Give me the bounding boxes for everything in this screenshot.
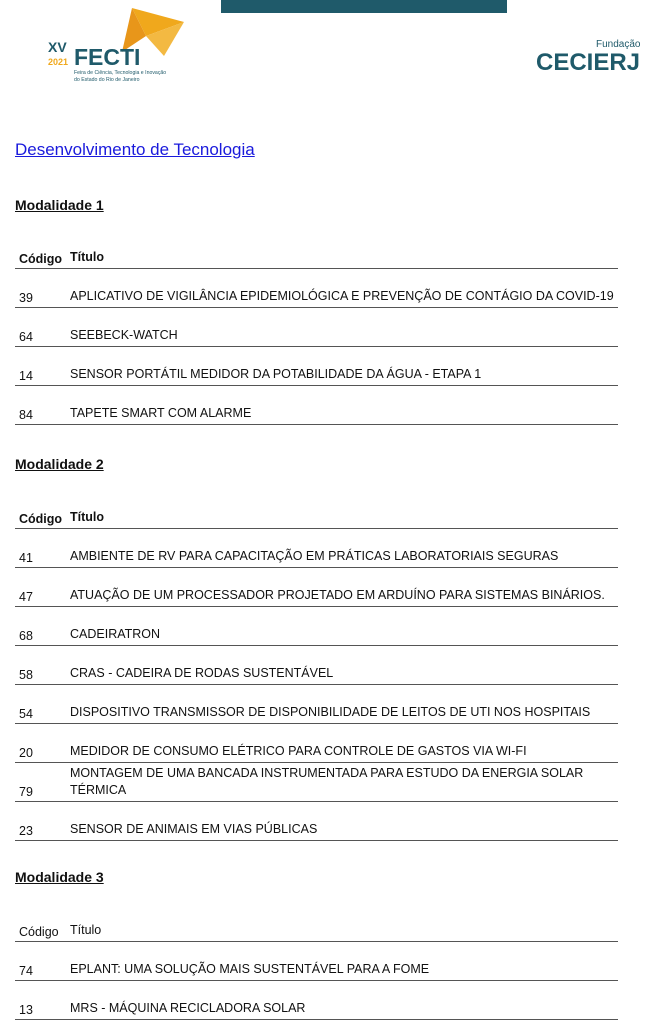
row-code: 74 — [19, 964, 33, 978]
modality-2-table — [15, 492, 618, 841]
modality-1-table — [15, 232, 618, 425]
modality-2-title: Modalidade 2 — [15, 456, 104, 472]
row-code: 39 — [19, 291, 33, 305]
table-row — [15, 724, 618, 763]
row-code: 58 — [19, 668, 33, 682]
modality-1-title: Modalidade 1 — [15, 197, 104, 213]
header-code: Código — [19, 252, 63, 266]
row-code: 41 — [19, 551, 33, 565]
row-code: 64 — [19, 330, 33, 344]
row-title: CADEIRATRON — [70, 627, 161, 641]
row-code: 20 — [19, 746, 33, 760]
header-title: Título — [70, 510, 105, 524]
table-header — [15, 905, 618, 942]
row-title: APLICATIVO DE VIGILÂNCIA EPIDEMIOLÓGICA E PREVENÇÃO DE CONTÁGIO DA COVID-19 — [70, 289, 614, 303]
table-row — [15, 386, 618, 425]
table-header — [15, 492, 618, 529]
header-title: Título — [70, 923, 102, 937]
fecti-edition: XV — [48, 39, 67, 55]
table-row — [15, 568, 618, 607]
row-code: 13 — [19, 1003, 33, 1017]
row-code: 68 — [19, 629, 33, 643]
header-code: Código — [19, 512, 63, 526]
cecierj-small: Fundação — [596, 39, 641, 50]
row-title: SENSOR DE ANIMAIS EM VIAS PÚBLICAS — [70, 822, 318, 836]
row-code: 79 — [19, 785, 33, 799]
row-title: MONTAGEM DE UMA BANCADA INSTRUMENTADA PARA ESTUDO DA ENERGIA SOLAR TÉRMICA — [70, 766, 584, 797]
section-title[interactable]: Desenvolvimento de Tecnologia — [15, 140, 255, 159]
row-code: 54 — [19, 707, 33, 721]
row-title: MRS - MÁQUINA RECICLADORA SOLAR — [70, 1001, 306, 1015]
fecti-name: FECTI — [74, 44, 141, 70]
header-code: Código — [19, 925, 59, 939]
table-row — [15, 529, 618, 568]
row-code: 14 — [19, 369, 33, 383]
table-row — [15, 685, 618, 724]
row-title: EPLANT: UMA SOLUÇÃO MAIS SUSTENTÁVEL PARA A FOME — [70, 962, 430, 976]
table-row — [15, 347, 618, 386]
header-title: Título — [70, 250, 105, 264]
row-title: DISPOSITIVO TRANSMISSOR DE DISPONIBILIDADE DE LEITOS DE UTI NOS HOSPITAIS — [70, 705, 591, 719]
table-row — [15, 269, 618, 308]
row-code: 47 — [19, 590, 33, 604]
row-title: AMBIENTE DE RV PARA CAPACITAÇÃO EM PRÁTICAS LABORATORIAIS SEGURAS — [70, 549, 559, 563]
fecti-year: 2021 — [48, 57, 69, 67]
row-title: TAPETE SMART COM ALARME — [70, 406, 252, 420]
fecti-subtitle-2: do Estado do Rio de Janeiro — [74, 77, 140, 83]
table-row — [15, 942, 618, 981]
cecierj-name: CECIERJ — [536, 49, 641, 76]
fecti-subtitle-1: Feira de Ciência, Tecnologia e Inovação — [74, 70, 167, 76]
fecti-logo — [44, 8, 204, 86]
row-title: CRAS - CADEIRA DE RODAS SUSTENTÁVEL — [70, 666, 334, 680]
cecierj-logo — [534, 35, 644, 80]
table-row — [15, 763, 618, 802]
table-row — [15, 802, 618, 841]
top-color-bar — [221, 0, 507, 13]
row-title: MEDIDOR DE CONSUMO ELÉTRICO PARA CONTROLE DE GASTOS VIA WI-FI — [70, 744, 527, 758]
table-row — [15, 308, 618, 347]
row-title: SENSOR PORTÁTIL MEDIDOR DA POTABILIDADE DA ÁGUA - ETAPA 1 — [70, 367, 482, 381]
table-header — [15, 232, 618, 269]
row-title: SEEBECK-WATCH — [70, 328, 178, 342]
row-title: ATUAÇÃO DE UM PROCESSADOR PROJETADO EM ARDUÍNO PARA SISTEMAS BINÁRIOS. — [70, 588, 605, 602]
row-code: 23 — [19, 824, 33, 838]
table-row — [15, 646, 618, 685]
row-code: 84 — [19, 408, 33, 422]
modality-3-title: Modalidade 3 — [15, 869, 104, 885]
table-row — [15, 607, 618, 646]
modality-3-table — [15, 905, 618, 1020]
table-row — [15, 981, 618, 1020]
